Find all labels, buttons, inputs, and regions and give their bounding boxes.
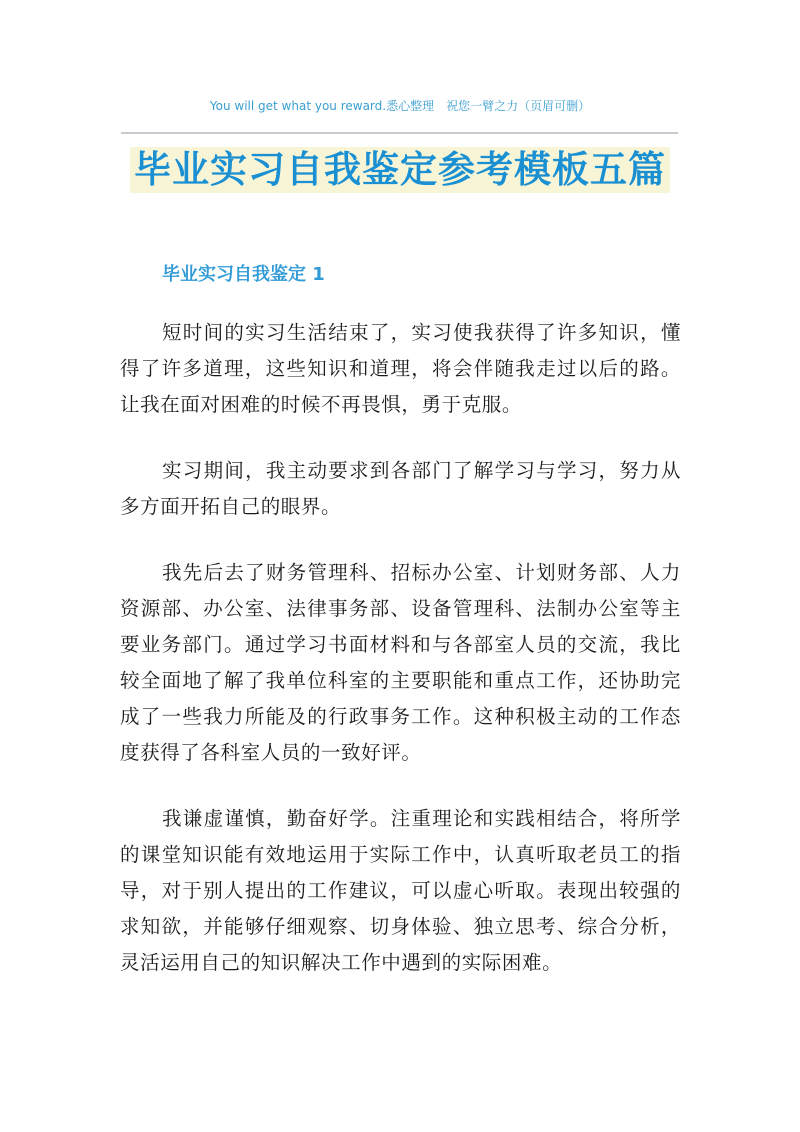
page-header: You will get what you reward.悉心整理 祝您一臂之力（页眉可删） xyxy=(209,99,591,113)
paragraph: 我先后去了财务管理科、招标办公室、计划财务部、人力资源部、办公室、法律事务部、设备管理科、法制办公室等主要业务部门。通过学习书面材料和与各部室人员的交流，我比较全面地了解了我单位科室的主要职能和重点工作，还协助完成了一些我力所能及的行政事务工作。这种积极主动的工作态度获得了各科室人员的一致好评。 xyxy=(120,561,681,764)
paragraph: 我谦虚谨慎，勤奋好学。注重理论和实践相结合，将所学的课堂知识能有效地运用于实际工作中，认真听取老员工的指导，对于别人提出的工作建议，可以虚心听取。表现出较强的求知欲，并能够仔细观察、切身体验、独立思考、综合分析，灵活运用自己的知识解决工作中遇到的实际困难。 xyxy=(120,807,681,974)
section-heading: 毕业实习自我鉴定 1 xyxy=(162,264,325,285)
paragraph: 短时间的实习生活结束了，实习使我获得了许多知识，懂得了许多道理，这些知识和道理，将会伴随我走过以后的路。让我在面对困难的时候不再畏惧，勇于克服。 xyxy=(120,321,681,416)
paragraph: 实习期间，我主动要求到各部门了解学习与学习，努力从多方面开拓自己的眼界。 xyxy=(120,459,681,518)
document-title: 毕业实习自我鉴定参考模板五篇 xyxy=(130,147,670,193)
section-body xyxy=(120,315,681,1011)
title-container xyxy=(0,147,800,193)
header-divider xyxy=(121,132,678,134)
